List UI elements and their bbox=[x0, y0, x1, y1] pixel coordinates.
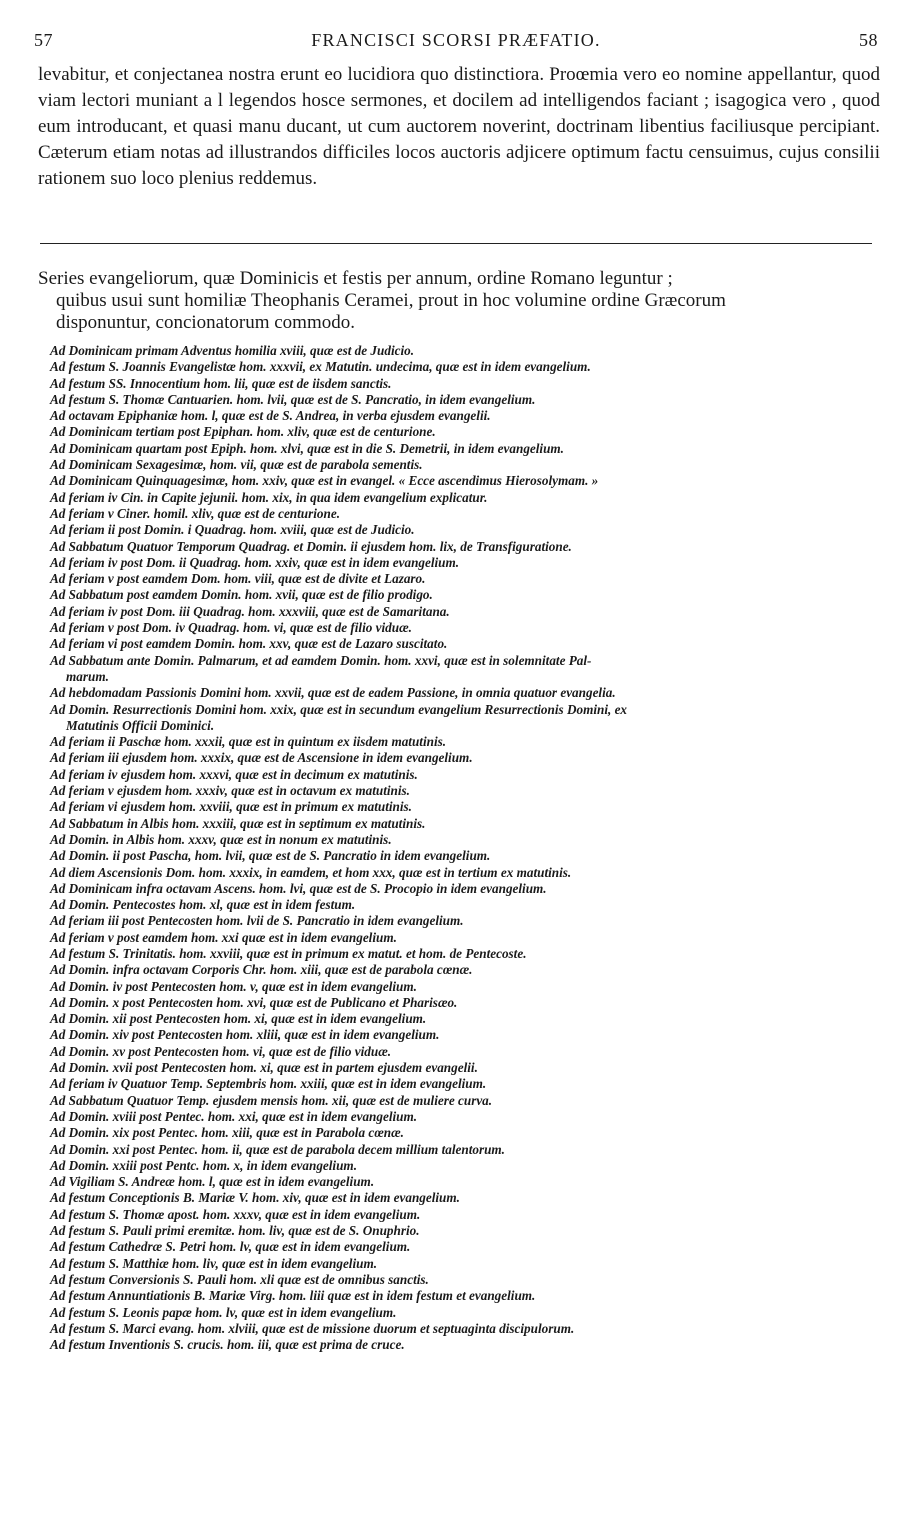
page-number-left: 57 bbox=[34, 30, 53, 50]
list-item bbox=[50, 1272, 880, 1288]
list-item bbox=[50, 767, 880, 783]
list-item bbox=[50, 848, 880, 864]
list-item bbox=[50, 734, 880, 750]
list-item-text: Ad Dominicam primam Adventus homilia xviii, quæ est de Judicio. bbox=[50, 343, 415, 358]
list-item-text: Ad Domin. Pentecostes hom. xl, quæ est in idem festum. bbox=[50, 897, 356, 913]
list-item bbox=[50, 702, 880, 735]
list-item bbox=[50, 881, 880, 897]
list-item bbox=[50, 799, 880, 815]
list-item-text: Ad Vigiliam S. Andreæ hom. l, quæ est in idem evangelium. bbox=[50, 1174, 375, 1190]
list-item-text: Ad feriam ii Paschæ hom. xxxii, quæ est in quintum ex iisdem matutinis. bbox=[50, 734, 447, 750]
list-item-text: Ad feriam iv ejusdem hom. xxxvi, quæ est in decimum ex matutinis. bbox=[50, 766, 418, 782]
list-item-text: Ad Sabbatum in Albis hom. xxxiii, quæ est in septimum ex matutinis. bbox=[50, 815, 426, 831]
list-item-text: Ad Sabbatum Quatuor Temp. ejusdem mensis hom. xii, quæ est de muliere curva. bbox=[50, 1092, 493, 1108]
list-item bbox=[50, 913, 880, 929]
series-heading bbox=[38, 268, 880, 334]
list-item-text: Ad festum S. Thomæ apost. hom. xxxv, quæ est in idem evangelium. bbox=[50, 1206, 421, 1222]
intro-paragraph: levabitur, et conjectanea nostra erunt eo lucidiora quo distinctiora. Proœmia vero eo nomine appellantur, quod viam lectori muniant a l legendos hosce sermones, et docilem ad intelligendos faciant ; isagogica vero , quod eum introducant, et quasi manu ducant, ut cum auctorem noverint, doctrinam libentius faciliusque percipiant. Cæterum etiam notas ad illustrandos difficiles locos auctoris adjicere optimum factu censuimus, cujus consilii rationem suo loco plenius reddemus. bbox=[38, 64, 880, 189]
list-item bbox=[50, 816, 880, 832]
list-item-text: Ad Domin. in Albis hom. xxxv, quæ est in nonum ex matutinis. bbox=[50, 831, 392, 847]
list-item bbox=[50, 473, 880, 489]
list-item-text: Ad festum S. Pauli primi eremitæ. hom. liv, quæ est de S. Onuphrio. bbox=[50, 1223, 420, 1239]
list-item-text: Ad festum Inventionis S. crucis. hom. iii, quæ est prima de cruce. bbox=[50, 1337, 405, 1353]
list-item bbox=[50, 522, 880, 538]
list-item bbox=[50, 376, 880, 392]
list-item-text: Ad festum Conceptionis B. Mariæ V. hom. xiv, quæ est in idem evangelium. bbox=[50, 1190, 460, 1206]
list-item-text: Ad feriam iii post Pentecosten hom. lvii de S. Pancratio in idem evangelium. bbox=[50, 913, 464, 929]
list-item-text: Ad Domin. Resurrectionis Domini hom. xxix, quæ est in secundum evangelium Resurrectionis Domini, ex bbox=[50, 701, 628, 717]
list-item bbox=[50, 1093, 880, 1109]
list-item-text: Ad Dominicam tertiam post Epiphan. hom. xliv, quæ est de centurione. bbox=[50, 424, 436, 440]
list-item bbox=[50, 343, 880, 359]
series-heading-line: quibus usui sunt homiliæ Theophanis Ceramei, prout in hoc volumine ordine Græcorum bbox=[56, 290, 726, 311]
series-heading-line: disponuntur, concionatorum commodo. bbox=[56, 312, 355, 333]
list-item bbox=[50, 620, 880, 636]
list-item-text: Ad Domin. xviii post Pentec. hom. xxi, quæ est in idem evangelium. bbox=[50, 1108, 418, 1124]
list-item bbox=[50, 1125, 880, 1141]
list-item-text: Ad festum S. Leonis papæ hom. lv, quæ est in idem evangelium. bbox=[50, 1304, 397, 1320]
list-item bbox=[50, 750, 880, 766]
list-item bbox=[50, 1207, 880, 1223]
list-item bbox=[50, 1256, 880, 1272]
list-item-text: Ad Domin. xix post Pentec. hom. xiii, quæ est in Parabola cœnæ. bbox=[50, 1125, 404, 1141]
list-item bbox=[50, 653, 880, 686]
list-item bbox=[50, 946, 880, 962]
list-item bbox=[50, 1239, 880, 1255]
list-item bbox=[50, 1288, 880, 1304]
list-item-text: Ad festum Conversionis S. Pauli hom. xli quæ est de omnibus sanctis. bbox=[50, 1271, 429, 1287]
list-item bbox=[50, 392, 880, 408]
list-item-text: Ad feriam iv Cin. in Capite jejunii. hom. xix, in qua idem evangelium explicatur. bbox=[50, 489, 488, 505]
list-item bbox=[50, 685, 880, 701]
list-item bbox=[50, 1190, 880, 1206]
list-item-text: Ad Dominicam infra octavam Ascens. hom. lvi, quæ est de S. Procopio in idem evangelium. bbox=[50, 880, 547, 896]
list-item-text: Ad festum S. Joannis Evangelistæ hom. xxxvii, ex Matutin. undecima, quæ est in idem evangelium. bbox=[50, 359, 591, 375]
list-item-continuation: Matutinis Officii Dominici. bbox=[66, 717, 215, 733]
list-item bbox=[50, 457, 880, 473]
list-item bbox=[50, 1174, 880, 1190]
series-heading-line: Series evangeliorum, quæ Dominicis et festis per annum, ordine Romano leguntur ; bbox=[38, 268, 673, 289]
list-item-text: Ad feriam v ejusdem hom. xxxiv, quæ est in octavum ex matutinis. bbox=[50, 783, 410, 799]
list-item-text: Ad Domin. infra octavam Corporis Chr. hom. xiii, quæ est de parabola cœnæ. bbox=[50, 962, 473, 978]
list-item bbox=[50, 359, 880, 375]
section-divider bbox=[40, 243, 872, 244]
list-item-text: Ad Domin. iv post Pentecosten hom. v, quæ est in idem evangelium. bbox=[50, 978, 417, 994]
list-item-text: Ad feriam v post eamdem Dom. hom. viii, quæ est de divite et Lazaro. bbox=[50, 571, 426, 587]
list-item-text: Ad festum SS. Innocentium hom. lii, quæ est de iisdem sanctis. bbox=[50, 375, 392, 391]
series-list bbox=[50, 343, 880, 1353]
list-item bbox=[50, 441, 880, 457]
list-item bbox=[50, 506, 880, 522]
list-item bbox=[50, 995, 880, 1011]
list-item-continuation: marum. bbox=[66, 668, 109, 684]
list-item bbox=[50, 1305, 880, 1321]
list-item-text: Ad Domin. xxiii post Pentc. hom. x, in idem evangelium. bbox=[50, 1157, 357, 1173]
list-item-text: Ad Domin. xiv post Pentecosten hom. xliii, quæ est in idem evangelium. bbox=[50, 1027, 440, 1043]
list-item-text: Ad festum Cathedræ S. Petri hom. lv, quæ est in idem evangelium. bbox=[50, 1239, 411, 1255]
list-item-text: Ad octavam Epiphaniæ hom. l, quæ est de S. Andrea, in verba ejusdem evangelii. bbox=[50, 408, 491, 424]
list-item bbox=[50, 1011, 880, 1027]
list-item-text: Ad feriam vi post eamdem Domin. hom. xxv, quæ est de Lazaro suscitato. bbox=[50, 636, 448, 652]
list-item-text: Ad Sabbatum Quatuor Temporum Quadrag. et Domin. ii ejusdem hom. lix, de Transfiguratione. bbox=[50, 538, 572, 554]
list-item bbox=[50, 1027, 880, 1043]
list-item-text: Ad festum Annuntiationis B. Mariæ Virg. hom. liii quæ est in idem festum et evangelium. bbox=[50, 1288, 536, 1304]
list-item-text: Ad festum S. Matthiæ hom. liv, quæ est in idem evangelium. bbox=[50, 1255, 378, 1271]
list-item-text: Ad feriam v post eamdem hom. xxi quæ est in idem evangelium. bbox=[50, 929, 397, 945]
list-item-text: Ad feriam iv post Dom. ii Quadrag. hom. xxiv, quæ est in idem evangelium. bbox=[50, 554, 460, 570]
list-item bbox=[50, 636, 880, 652]
list-item bbox=[50, 832, 880, 848]
list-item bbox=[50, 1044, 880, 1060]
list-item bbox=[50, 1321, 880, 1337]
list-item-text: Ad festum S. Marci evang. hom. xlviii, quæ est de missione duorum et septuaginta discipulorum. bbox=[50, 1320, 575, 1336]
list-item bbox=[50, 979, 880, 995]
list-item bbox=[50, 962, 880, 978]
list-item-text: Ad Domin. xvii post Pentecosten hom. xi, quæ est in partem ejusdem evangelii. bbox=[50, 1060, 478, 1076]
list-item bbox=[50, 1142, 880, 1158]
list-item-text: Ad Domin. xv post Pentecosten hom. vi, quæ est de filio viduæ. bbox=[50, 1043, 392, 1059]
list-item-text: Ad Domin. xii post Pentecosten hom. xi, quæ est in idem evangelium. bbox=[50, 1011, 427, 1027]
list-item bbox=[50, 865, 880, 881]
list-item-text: Ad festum S. Trinitatis. hom. xxviii, quæ est in primum ex matut. et hom. de Pentecoste. bbox=[50, 945, 527, 961]
list-item-text: Ad feriam iv post Dom. iii Quadrag. hom. xxxviii, quæ est de Samaritana. bbox=[50, 603, 450, 619]
list-item-text: Ad hebdomadam Passionis Domini hom. xxvii, quæ est de eadem Passione, in omnia quatuor evangelia. bbox=[50, 685, 616, 701]
list-item bbox=[50, 424, 880, 440]
list-item-text: Ad diem Ascensionis Dom. hom. xxxix, in eamdem, et hom xxx, quæ est in tertium ex matutinis. bbox=[50, 864, 572, 880]
list-item bbox=[50, 555, 880, 571]
list-item bbox=[50, 783, 880, 799]
list-item-text: Ad feriam ii post Domin. i Quadrag. hom. xviii, quæ est de Judicio. bbox=[50, 522, 415, 538]
list-item bbox=[50, 587, 880, 603]
page-number-right: 58 bbox=[858, 30, 878, 50]
list-item bbox=[50, 490, 880, 506]
list-item-text: Ad feriam iv Quatuor Temp. Septembris hom. xxiii, quæ est in idem evangelium. bbox=[50, 1076, 487, 1092]
list-item-text: Ad feriam vi ejusdem hom. xxviii, quæ est in primum ex matutinis. bbox=[50, 799, 412, 815]
list-item bbox=[50, 897, 880, 913]
list-item-text: Ad Domin. ii post Pascha, hom. lvii, quæ est de S. Pancratio in idem evangelium. bbox=[50, 848, 491, 864]
list-item bbox=[50, 1109, 880, 1125]
list-item bbox=[50, 1076, 880, 1092]
list-item-text: Ad Dominicam Sexagesimæ, hom. vii, quæ est de parabola sementis. bbox=[50, 457, 423, 473]
list-item-text: Ad Dominicam quartam post Epiph. hom. xlvi, quæ est in die S. Demetrii, in idem evangelium. bbox=[50, 440, 564, 456]
list-item-text: Ad Sabbatum ante Domin. Palmarum, et ad eamdem Domin. hom. xxvi, quæ est in solemnitate Pal- bbox=[50, 652, 592, 668]
list-item bbox=[50, 1158, 880, 1174]
list-item-text: Ad Dominicam Quinquagesimæ, hom. xxiv, quæ est in evangel. « Ecce ascendimus Hierosolymam. » bbox=[50, 473, 599, 489]
running-title: FRANCISCI SCORSI PRÆFATIO. bbox=[311, 30, 601, 50]
list-item-text: Ad feriam v post Dom. iv Quadrag. hom. vi, quæ est de filio viduæ. bbox=[50, 620, 412, 636]
list-item-text: Ad Domin. x post Pentecosten hom. xvi, quæ est de Publicano et Pharisæo. bbox=[50, 994, 458, 1010]
list-item bbox=[50, 1337, 880, 1353]
list-item bbox=[50, 930, 880, 946]
list-item bbox=[50, 604, 880, 620]
running-header bbox=[34, 30, 878, 56]
list-item-text: Ad Sabbatum post eamdem Domin. hom. xvii, quæ est de filio prodigo. bbox=[50, 587, 433, 603]
list-item-text: Ad festum S. Thomæ Cantuarien. hom. lvii, quæ est de S. Pancratio, in idem evangelium. bbox=[50, 391, 536, 407]
list-item-text: Ad Domin. xxi post Pentec. hom. ii, quæ est de parabola decem millium talentorum. bbox=[50, 1141, 505, 1157]
list-item-text: Ad feriam v Ciner. homil. xliv, quæ est de centurione. bbox=[50, 505, 341, 521]
list-item bbox=[50, 1060, 880, 1076]
list-item bbox=[50, 539, 880, 555]
list-item bbox=[50, 571, 880, 587]
list-item bbox=[50, 408, 880, 424]
list-item-text: Ad feriam iii ejusdem hom. xxxix, quæ est de Ascensione in idem evangelium. bbox=[50, 750, 473, 766]
list-item bbox=[50, 1223, 880, 1239]
